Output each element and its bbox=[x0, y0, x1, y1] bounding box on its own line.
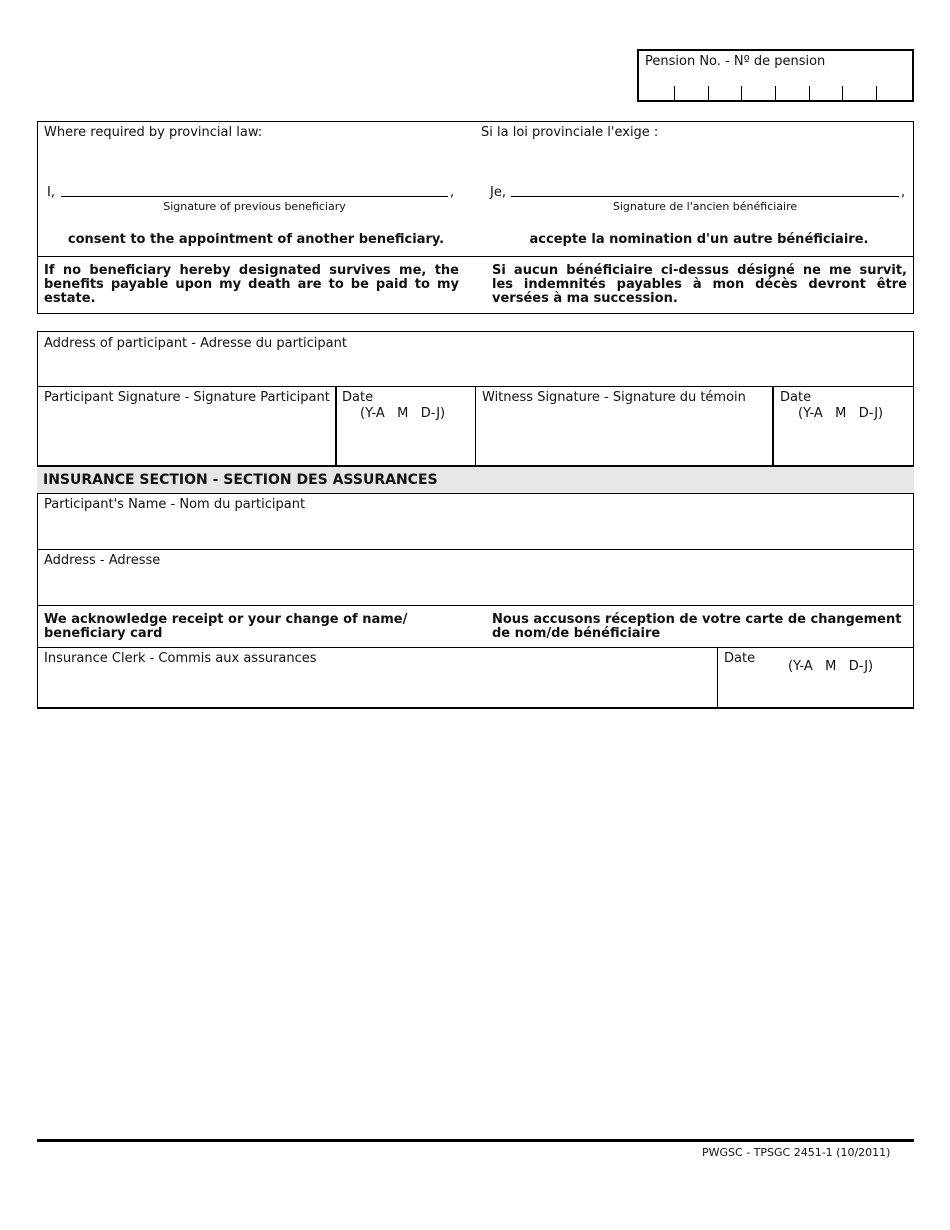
divider bbox=[772, 386, 774, 466]
estate-clause-fr: Si aucun bénéficiaire ci-dessus désigné ne me survit, les indemnités payables à mon décès devront être versées à ma succession. bbox=[492, 263, 907, 306]
consent-text-en: consent to the appointment of another beneficiary. bbox=[67, 232, 445, 247]
signature-prefix-fr: Je, bbox=[490, 185, 506, 200]
participant-date-label: Date bbox=[342, 390, 374, 405]
divider bbox=[37, 549, 914, 550]
divider bbox=[37, 647, 914, 648]
estate-clause-en: If no beneficiary hereby designated survives me, the benefits payable upon my death are to be paid to my estate. bbox=[44, 263, 459, 306]
digit-separator bbox=[775, 86, 776, 100]
divider bbox=[335, 386, 337, 466]
insured-address-field[interactable] bbox=[40, 570, 910, 603]
insurance-date-format: (Y-A M D-J) bbox=[788, 659, 874, 674]
divider bbox=[37, 605, 914, 606]
digit-separator bbox=[809, 86, 810, 100]
insurance-section-title: INSURANCE SECTION - SECTION DES ASSURANCES bbox=[43, 472, 438, 488]
participant-date-field[interactable] bbox=[339, 424, 472, 464]
pension-number-label: Pension No. - Nº de pension bbox=[645, 54, 826, 69]
divider bbox=[475, 386, 476, 466]
ancien-beneficiaire-signature-line[interactable] bbox=[511, 196, 899, 197]
participant-signature-label: Participant Signature - Signature Participant bbox=[44, 390, 330, 405]
footer-rule bbox=[37, 1139, 914, 1142]
witness-signature-label: Witness Signature - Signature du témoin bbox=[482, 390, 746, 405]
comma: , bbox=[901, 185, 906, 200]
witness-date-format: (Y-A M D-J) bbox=[798, 406, 884, 421]
witness-date-field[interactable] bbox=[777, 424, 910, 464]
digit-separator bbox=[708, 86, 709, 100]
divider bbox=[37, 256, 914, 257]
consent-text-fr: accepte la nomination d'un autre bénéficiaire. bbox=[529, 232, 869, 247]
acknowledgement-en: We acknowledge receipt or your change of name/ beneficiary card bbox=[44, 612, 408, 641]
participant-date-format: (Y-A M D-J) bbox=[360, 406, 446, 421]
insured-name-field[interactable] bbox=[40, 514, 910, 547]
provincial-heading-fr: Si la loi provinciale l'exige : bbox=[481, 125, 659, 140]
participant-signature-field[interactable] bbox=[40, 408, 332, 464]
signature-caption-fr: Signature de l'ancien bénéficiaire bbox=[612, 200, 798, 213]
digit-separator bbox=[674, 86, 675, 100]
acknowledgement-fr: Nous accusons réception de votre carte de changement de nom/de bénéficiaire bbox=[492, 612, 902, 641]
witness-signature-field[interactable] bbox=[479, 408, 769, 464]
insurance-clerk-field[interactable] bbox=[40, 668, 714, 706]
form-number: PWGSC - TPSGC 2451-1 (10/2011) bbox=[702, 1146, 891, 1159]
digit-separator bbox=[876, 86, 877, 100]
provincial-heading-en: Where required by provincial law: bbox=[44, 125, 263, 140]
insurance-clerk-label: Insurance Clerk - Commis aux assurances bbox=[44, 651, 317, 666]
digit-separator bbox=[842, 86, 843, 100]
signature-prefix-en: I, bbox=[47, 185, 55, 200]
insured-address-label: Address - Adresse bbox=[44, 553, 161, 568]
insurance-date-label: Date bbox=[724, 651, 756, 666]
insured-name-label: Participant's Name - Nom du participant bbox=[44, 497, 306, 512]
signature-caption-en: Signature of previous beneficiary bbox=[163, 200, 346, 213]
witness-date-label: Date bbox=[780, 390, 812, 405]
divider bbox=[717, 647, 718, 708]
digit-separator bbox=[741, 86, 742, 100]
previous-beneficiary-signature-line[interactable] bbox=[61, 196, 448, 197]
pension-number-field[interactable] bbox=[642, 72, 910, 99]
comma: , bbox=[450, 185, 455, 200]
participant-address-label: Address of participant - Adresse du participant bbox=[44, 336, 347, 351]
insurance-date-field[interactable] bbox=[720, 676, 910, 706]
participant-address-field[interactable] bbox=[40, 353, 910, 384]
